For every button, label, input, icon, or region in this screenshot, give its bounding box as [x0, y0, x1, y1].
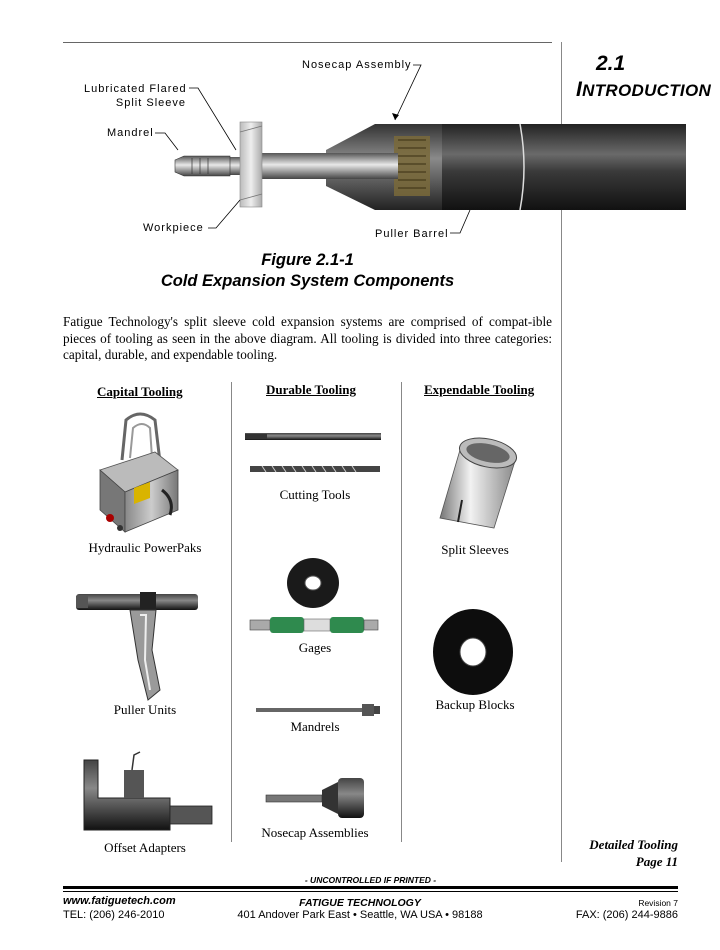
callout-sleeve-line2: Split Sleeve: [115, 97, 186, 109]
label-offset-adapters: Offset Adapters: [104, 840, 186, 855]
callout-workpiece: Workpiece: [143, 222, 204, 234]
cutting-tools-image: [245, 433, 381, 472]
company-name: FATIGUE TECHNOLOGY: [299, 897, 421, 909]
label-gages: Gages: [298, 640, 332, 655]
nosecap-assembly-image: [266, 778, 364, 818]
section-title-initial: I: [576, 78, 583, 101]
figure-number: Figure 2.1-1: [261, 251, 354, 269]
callout-sleeve-line1: Lubricated Flared: [84, 83, 187, 95]
website-link[interactable]: www.fatiguetech.com: [63, 895, 176, 907]
label-backup-blocks: Backup Blocks: [435, 697, 515, 712]
callout-nosecap: Nosecap Assembly: [302, 59, 412, 71]
expendable-tooling-heading: Expendable Tooling: [424, 382, 535, 397]
detailed-tooling-note: [560, 836, 678, 870]
puller-unit-image: [76, 592, 198, 700]
label-puller-units: Puller Units: [113, 702, 177, 717]
telephone: TEL: (206) 246-2010: [63, 909, 165, 921]
fax: FAX: (206) 244-9886: [575, 909, 678, 921]
footer-rule-thick: [63, 886, 678, 889]
revision-label: Revision 7: [638, 898, 678, 908]
label-hydraulic-powerpaks: Hydraulic PowerPaks: [88, 540, 202, 555]
section-number: 2.1: [596, 52, 626, 75]
label-nosecap-assemblies: Nosecap Assemblies: [261, 825, 369, 840]
figure-title: Cold Expansion System Components: [160, 272, 455, 290]
hydraulic-powerpak-image: [100, 414, 178, 532]
offset-adapter-image: [84, 752, 212, 830]
intro-paragraph: Fatigue Technology's split sleeve cold expansion systems are comprised of compat-ible pieces of tooling as seen in the above diagram. All tooling is divided into three categories: capital, durable, and expendable tooling.: [63, 314, 552, 362]
address: 401 Andover Park East • Seattle, WA USA • 98188: [237, 909, 483, 921]
split-sleeve-image: [440, 433, 519, 528]
label-split-sleeves: Split Sleeves: [441, 542, 509, 557]
gages-image: [250, 558, 378, 633]
label-mandrels: Mandrels: [290, 719, 340, 734]
footer-rule-thin: [63, 891, 678, 892]
backup-block-image: [433, 609, 513, 695]
side-note-line2: Page 11: [635, 854, 678, 869]
callout-mandrel: Mandrel: [107, 127, 154, 139]
callout-puller-barrel: Puller Barrel: [375, 228, 449, 240]
durable-tooling-heading: Durable Tooling: [266, 382, 356, 397]
mandrel-image: [256, 704, 380, 716]
label-cutting-tools: Cutting Tools: [279, 487, 351, 502]
section-title-rest: NTRODUCTION: [582, 81, 712, 100]
capital-tooling-heading: Capital Tooling: [97, 384, 183, 399]
side-note-line1: Detailed Tooling: [589, 837, 678, 852]
uncontrolled-notice: - UNCONTROLLED IF PRINTED -: [304, 875, 437, 885]
